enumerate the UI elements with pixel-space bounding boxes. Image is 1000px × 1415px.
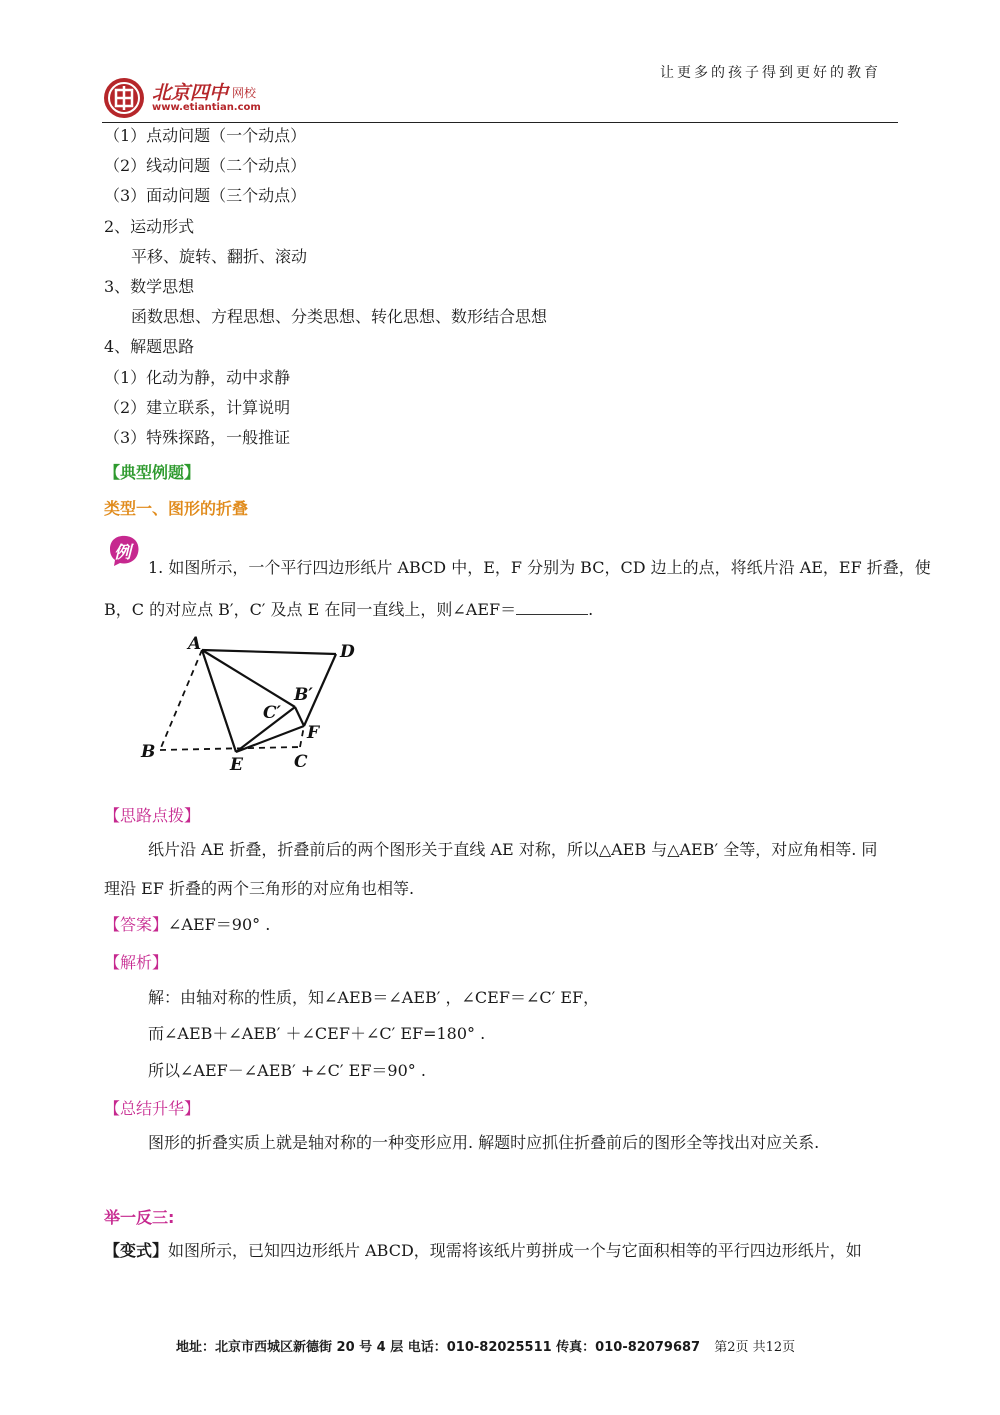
type-title: 类型一、图形的折叠 (104, 499, 249, 518)
outline-line: （1）化动为静，动中求静 (104, 368, 291, 387)
analysis-label: 【解析】 (104, 953, 169, 972)
example-question-end: . (588, 600, 594, 619)
header-rule (102, 122, 898, 123)
analysis-line3: 所以∠AEF－∠AEB′ +∠C′ EF＝90° . (148, 1061, 426, 1080)
footer-page: 第2页 共12页 (714, 1340, 796, 1355)
edge-BC-dashed (160, 747, 300, 750)
edge-AE (202, 650, 236, 752)
label-F: F (307, 723, 320, 743)
label-C: C (294, 752, 308, 772)
analysis-line2: 而∠AEB＋∠AEB′ ＋∠CEF＋∠C′ EF=180° . (148, 1024, 486, 1043)
summary-label: 【总结升华】 (104, 1099, 201, 1118)
outline-line: （2）建立联系，计算说明 (104, 398, 291, 417)
edge-B1F (295, 707, 304, 726)
edge-AB-dashed (160, 650, 202, 750)
example-badge-label: 例 (114, 543, 131, 563)
analysis-line1: 解：由轴对称的性质，知∠AEB＝∠AEB′ ，∠CEF＝∠C′ EF， (148, 988, 600, 1007)
logo-emblem-icon (102, 76, 146, 120)
outline-line: （3）特殊探路，一般推证 (104, 428, 291, 447)
answer-text: ∠AEF＝90° . (168, 915, 271, 934)
footer (176, 1336, 795, 1355)
label-B1: B′ (294, 685, 313, 705)
summary-text: 图形的折叠实质上就是轴对称的一种变形应用. 解题时应抓住折叠前后的图形全等找出对应关系. (148, 1133, 820, 1152)
answer-row (104, 914, 270, 936)
label-E: E (230, 755, 243, 775)
label-D: D (340, 642, 355, 662)
logo (102, 76, 282, 120)
outline-line: （2）线动问题（二个动点） (104, 156, 307, 175)
hint-line2: 理沿 EF 折叠的两个三角形的对应角也相等. (104, 879, 415, 898)
fold-figure (130, 630, 370, 780)
example-text-line2 (104, 599, 593, 621)
outline-line: （3）面动问题（三个动点） (104, 186, 307, 205)
label-A: A (188, 634, 202, 654)
example-badge (106, 533, 142, 567)
outline-line: 3、数学思想 (104, 277, 195, 296)
variant-text: 如图所示，已知四边形纸片 ABCD，现需将该纸片剪拼成一个与它面积相等的平行四边形纸片，如 (168, 1241, 862, 1260)
logo-brand: 北京四中 (152, 82, 229, 104)
answer-label: 【答案】 (104, 915, 169, 934)
label-B: B (141, 742, 156, 762)
edge-AB1 (202, 650, 295, 707)
variant-label: 【变式】 (104, 1241, 169, 1260)
footer-address: 地址：北京市西城区新德街 20 号 4 层 电话：010-82025511 传真：010-82079687 (176, 1340, 701, 1355)
example-text-line1: 1. 如图所示，一个平行四边形纸片 ABCD 中，E，F 分别为 BC，CD 边上的点，将纸片沿 AE，EF 折叠，使 (148, 558, 931, 577)
section-title: 【典型例题】 (104, 463, 201, 482)
answer-blank (516, 599, 588, 615)
example-question: B，C 的对应点 B′，C′ 及点 E 在同一直线上，则∠AEF＝ (104, 600, 517, 619)
logo-url: www.etiantian.com (152, 102, 261, 113)
practice-title: 举一反三: (104, 1208, 175, 1227)
outline-line: 4、解题思路 (104, 337, 195, 356)
hint-line1: 纸片沿 AE 折叠，折叠前后的两个图形关于直线 AE 对称，所以△AEB 与△AEB′ 全等，对应角相等. 同 (148, 840, 878, 859)
outline-line: 函数思想、方程思想、分类思想、转化思想、数形结合思想 (131, 307, 548, 326)
hint-label: 【思路点拨】 (104, 806, 201, 825)
logo-sub: 网校 (232, 86, 257, 100)
outline-line: 2、运动形式 (104, 217, 195, 236)
header-slogan: 让更多的孩子得到更好的教育 (660, 65, 881, 81)
outline-line: 平移、旋转、翻折、滚动 (131, 247, 308, 266)
variant-row (104, 1240, 862, 1262)
label-C1: C′ (263, 703, 282, 723)
outline-line: （1）点动问题（一个动点） (104, 126, 307, 145)
edge-CF-dashed (300, 726, 304, 747)
edge-AD (202, 650, 336, 654)
